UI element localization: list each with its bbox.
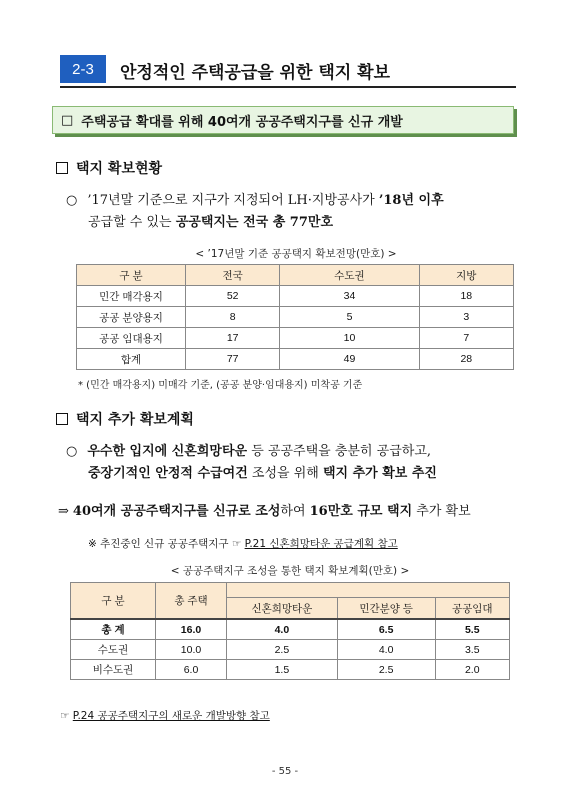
table-cell: 18 — [419, 286, 513, 307]
table-1-header: 지방 — [419, 265, 513, 286]
table-2-header: 공공임대 — [435, 598, 509, 620]
reference-2 — [60, 708, 270, 723]
table-cell: 2.0 — [435, 660, 509, 680]
table-cell: 공공 임대용지 — [77, 328, 186, 349]
table-row — [71, 660, 510, 680]
bullet-1 — [66, 190, 526, 234]
bullet-1-text-b: ’18년 이후 — [378, 193, 444, 208]
table-1-header: 구 분 — [77, 265, 186, 286]
arrow-icon: ⇒ — [58, 504, 69, 519]
arrow-line-text-c: 16만호 규모 택지 — [309, 504, 413, 519]
table-cell: 민간 매각용지 — [77, 286, 186, 307]
bullet-1-text-a: ’17년말 기준으로 지구가 지정되어 LH·지방공사가 — [87, 193, 379, 208]
bullet-2 — [66, 441, 536, 485]
table-cell: 8 — [186, 307, 280, 328]
table-1-footnote: * (민간 매각용지) 미매각 기준, (공공 분양·임대용지) 미착공 기준 — [78, 380, 363, 391]
bullet-2-text-a: 우수한 입지에 신혼희망타운 — [87, 444, 248, 459]
arrow-line — [58, 501, 528, 523]
table-1-header: 수도권 — [280, 265, 419, 286]
checkbox-square-icon — [56, 413, 68, 425]
table-cell: 3.5 — [435, 640, 509, 660]
table-2-header-row — [71, 583, 510, 598]
bullet-marker: ○ — [66, 193, 78, 208]
bullet-2-text-c: 중장기적인 안정적 수급여건 — [88, 466, 248, 481]
table-1-header: 전국 — [186, 265, 280, 286]
table-1-caption: < ’17년말 기준 공공택지 확보전망(만호) > — [195, 248, 397, 260]
table-cell: 3 — [419, 307, 513, 328]
table-cell: 34 — [280, 286, 419, 307]
section-number: 2-3 — [60, 55, 106, 83]
table-cell: 7 — [419, 328, 513, 349]
table-2-header: 신혼희망타운 — [227, 598, 338, 620]
table-cell: 2.5 — [227, 640, 338, 660]
table-row — [77, 328, 514, 349]
arrow-line-text-d: 추가 확보 — [412, 504, 471, 519]
table-cell: 5 — [280, 307, 419, 328]
subsection-1-heading — [56, 158, 162, 178]
summary-banner — [52, 106, 514, 134]
bullet-1-text-c: 공급할 수 있는 — [88, 215, 176, 230]
table-cell: 비수도권 — [71, 660, 156, 680]
table-2-header: 민간분양 등 — [337, 598, 435, 620]
table-cell: 4.0 — [227, 619, 338, 640]
reference-1-prefix: ※ 추진중인 신규 공공주택지구 ☞ — [88, 538, 245, 550]
table-2-header-group — [227, 583, 510, 598]
bullet-2-text-d: 조성을 위해 — [247, 466, 323, 481]
table-cell: 공공 분양용지 — [77, 307, 186, 328]
arrow-line-text-a: 40여개 공공주택지구를 신규로 조성 — [72, 504, 281, 519]
table-cell: 49 — [280, 349, 419, 370]
subsection-2-heading — [56, 409, 194, 429]
section-title: 안정적인 주택공급을 위한 택지 확보 — [120, 63, 391, 83]
reference-2-link[interactable]: P.24 공공주택지구의 새로운 개발방향 참고 — [72, 710, 270, 722]
subsection-2-title: 택지 추가 확보계획 — [76, 412, 194, 428]
arrow-line-text-b: 하여 — [280, 504, 310, 519]
checkbox-square-icon — [56, 162, 68, 174]
reference-2-prefix: ☞ — [60, 710, 73, 722]
page-number: - 55 - — [271, 766, 299, 777]
bullet-2-text-b: 등 공공주택을 충분히 공급하고, — [247, 444, 432, 459]
table-row — [77, 307, 514, 328]
table-1 — [76, 264, 514, 370]
table-row — [77, 349, 514, 370]
bullet-2-text-e: 택지 추가 확보 추진 — [322, 466, 437, 481]
table-row — [71, 640, 510, 660]
table-2-header: 총 주택 — [156, 583, 227, 620]
table-cell: 1.5 — [227, 660, 338, 680]
reference-1-link[interactable]: P.21 신혼희망타운 공급계획 참고 — [244, 538, 398, 550]
table-cell: 총 계 — [71, 619, 156, 640]
table-cell: 10.0 — [156, 640, 227, 660]
table-2-caption: < 공공주택지구 조성을 통한 택지 확보계획(만호) > — [170, 565, 410, 577]
table-row — [71, 619, 510, 640]
section-rule — [60, 86, 516, 88]
bullet-1-text-d: 공공택지는 전국 총 77만호 — [175, 215, 333, 230]
table-row — [77, 286, 514, 307]
table-cell: 6.0 — [156, 660, 227, 680]
table-1-header-row — [77, 265, 514, 286]
table-cell: 수도권 — [71, 640, 156, 660]
table-cell: 합계 — [77, 349, 186, 370]
bullet-marker: ○ — [66, 444, 78, 459]
reference-1 — [88, 536, 398, 551]
banner-marker: □ — [61, 112, 74, 128]
table-cell: 5.5 — [435, 619, 509, 640]
banner-text: 주택공급 확대를 위해 40여개 공공주택지구를 신규 개발 — [81, 114, 403, 130]
subsection-1-title: 택지 확보현황 — [76, 161, 163, 177]
table-cell: 6.5 — [337, 619, 435, 640]
table-cell: 4.0 — [337, 640, 435, 660]
table-cell: 52 — [186, 286, 280, 307]
table-cell: 77 — [186, 349, 280, 370]
table-cell: 17 — [186, 328, 280, 349]
table-2 — [70, 582, 510, 680]
table-cell: 2.5 — [337, 660, 435, 680]
table-cell: 28 — [419, 349, 513, 370]
table-cell: 16.0 — [156, 619, 227, 640]
table-cell: 10 — [280, 328, 419, 349]
table-2-header: 구 분 — [71, 583, 156, 620]
